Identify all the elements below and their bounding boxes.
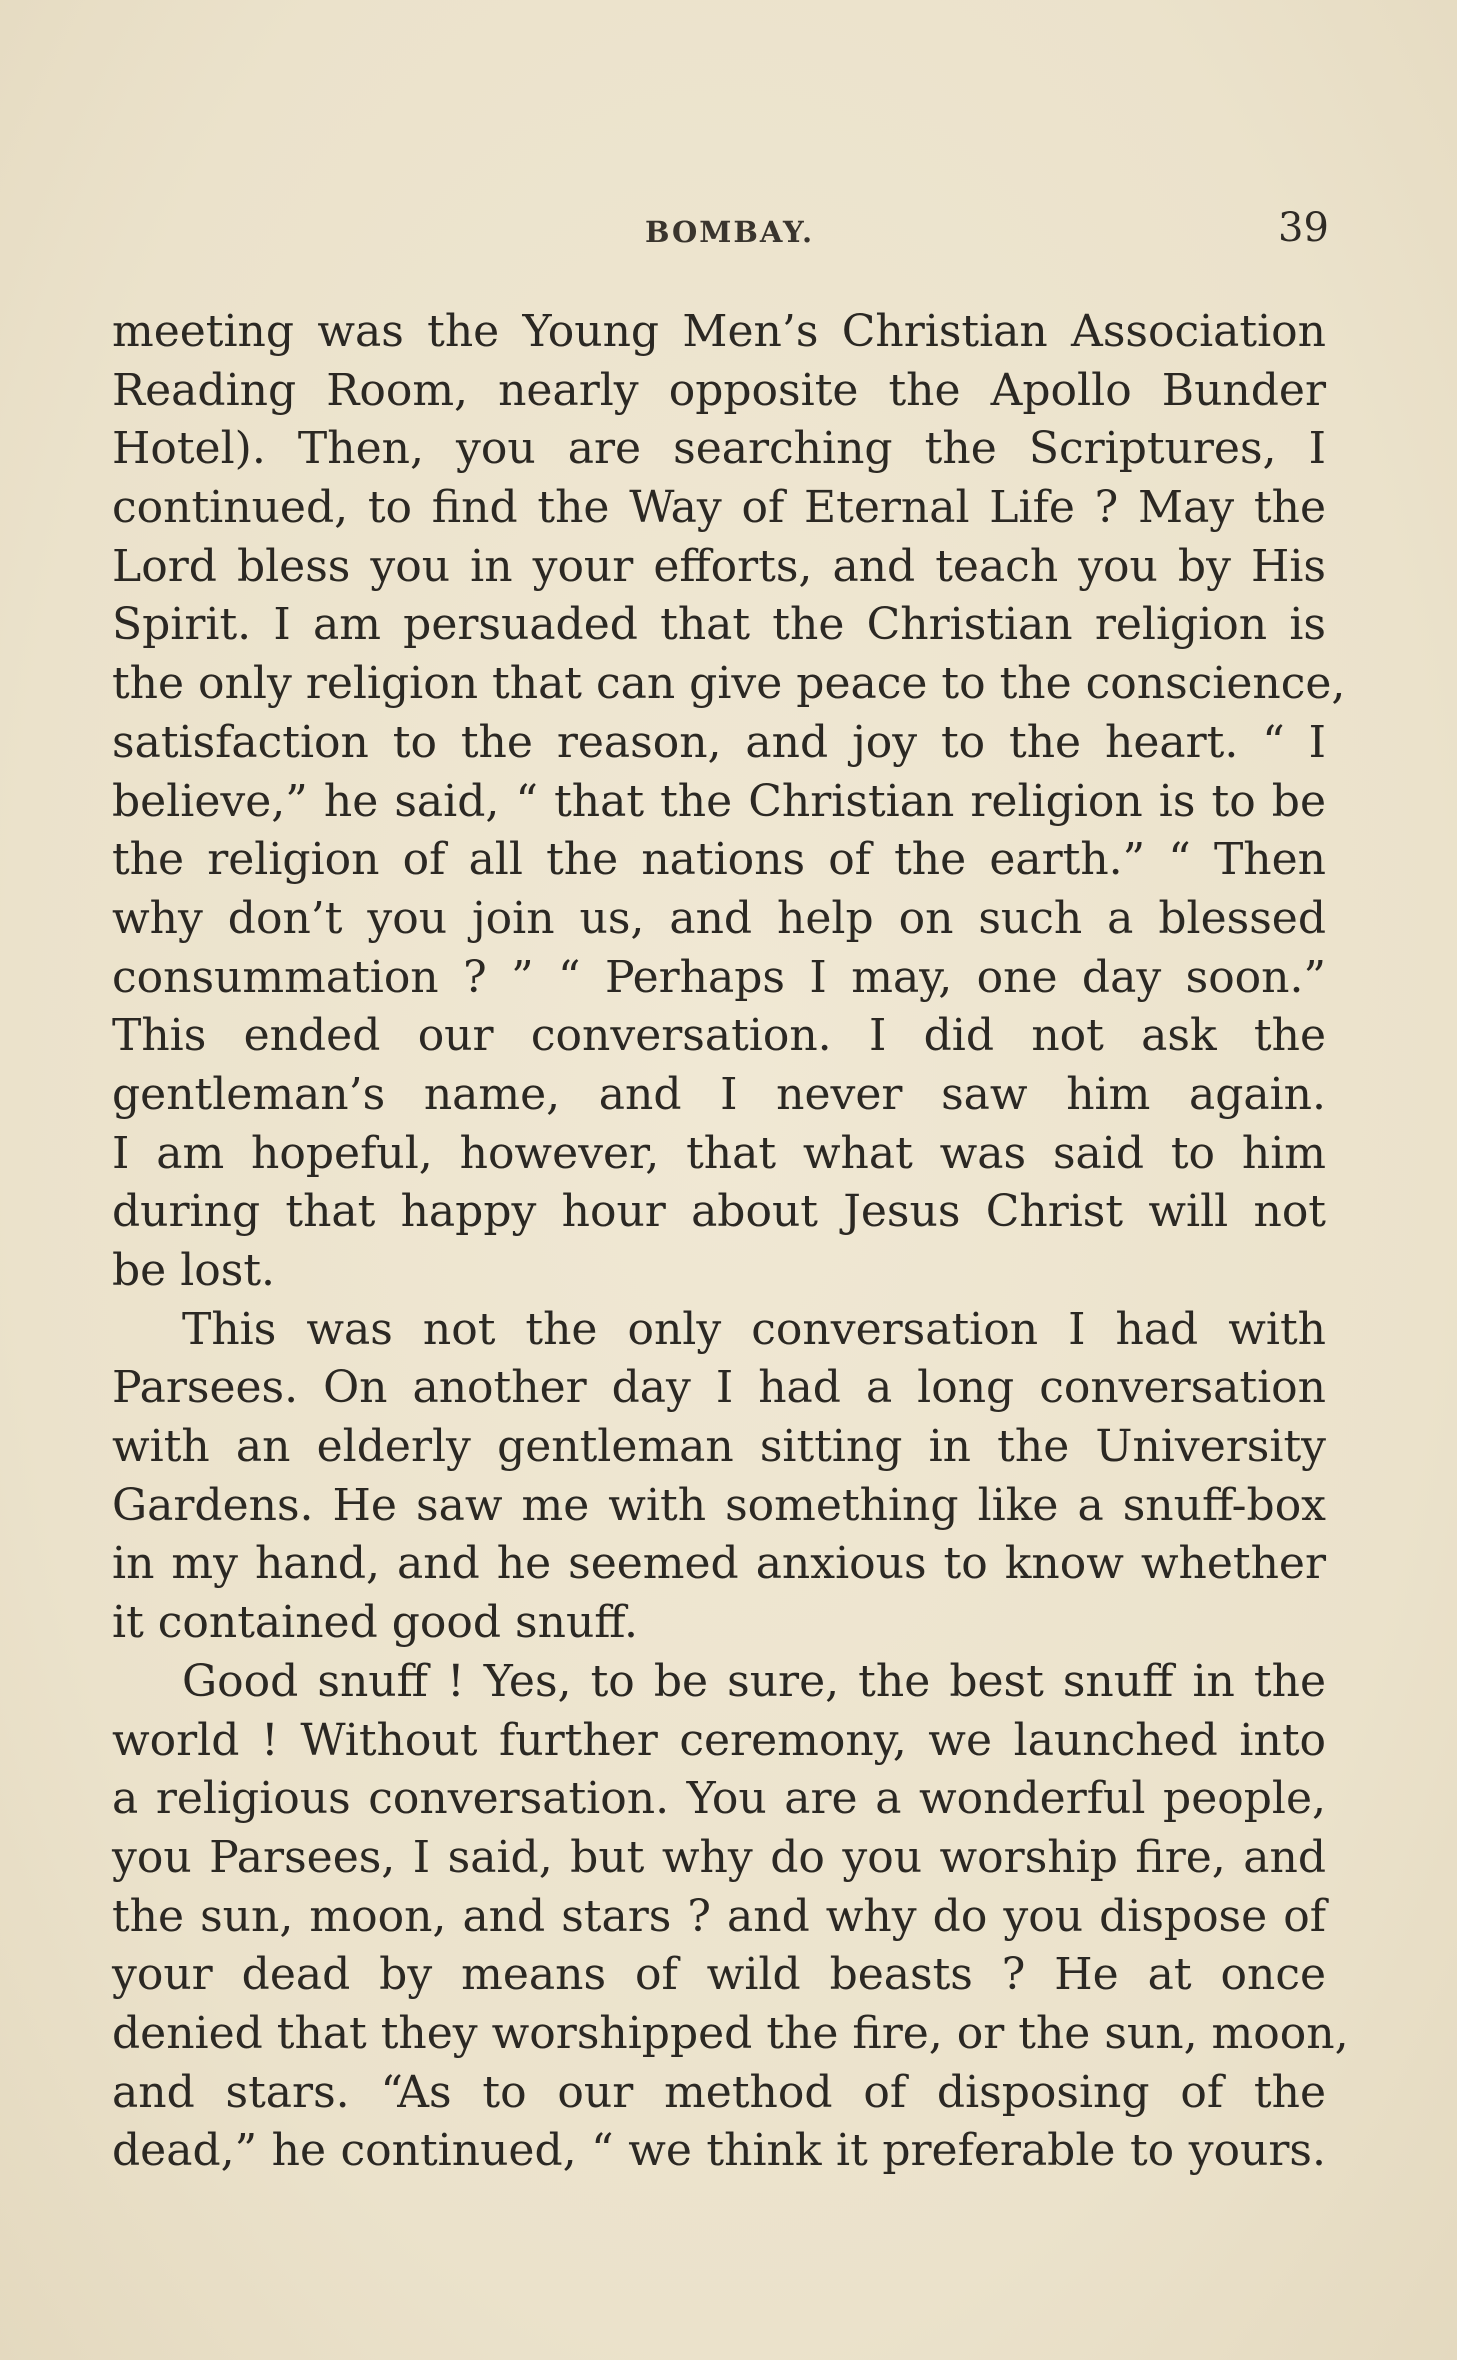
text-line: it contained good snuff. bbox=[112, 1597, 638, 1649]
text-line: I am hopeful, however, that what was said to him bbox=[112, 1127, 1326, 1179]
text-line: believe,” he said, “ that the Christian religion is to be bbox=[112, 775, 1326, 827]
text-line: in my hand, and he seemed anxious to know whether bbox=[112, 1538, 1326, 1590]
text-line: the sun, moon, and stars ? and why do you dispose of bbox=[112, 1890, 1326, 1942]
text-line: the only religion that can give peace to the conscience, bbox=[112, 658, 1346, 710]
text-line: why don’t you join us, and help on such a blessed bbox=[112, 892, 1326, 944]
text-line: This ended our conversation. I did not ask the bbox=[112, 1010, 1326, 1062]
text-line: meeting was the Young Men’s Christian Association bbox=[112, 306, 1326, 357]
text-line: a religious conversation. You are a wonderful people, bbox=[112, 1773, 1326, 1825]
text-line: with an elderly gentleman sitting in the University bbox=[112, 1421, 1326, 1473]
text-line: denied that they worshipped the fire, or the sun, moon, bbox=[112, 2007, 1349, 2059]
text-line: your dead by means of wild beasts ? He at once bbox=[112, 1949, 1326, 2001]
text-line: Parsees. On another day I had a long conversation bbox=[112, 1362, 1326, 1414]
text-line: dead,” he continued, “ we think it preferable to yours. bbox=[112, 2125, 1326, 2177]
text-line: This was not the only conversation I had with bbox=[182, 1303, 1326, 1355]
text-line: be lost. bbox=[112, 1245, 276, 1296]
text-line: world ! Without further ceremony, we launched into bbox=[112, 1714, 1326, 1766]
text-line: consummation ? ” “ Perhaps I may, one day soon.” bbox=[112, 951, 1326, 1003]
text-line: Lord bless you in your efforts, and teach you by His bbox=[112, 540, 1326, 592]
running-head: BOMBAY. bbox=[645, 215, 815, 249]
page-number: 39 bbox=[1278, 205, 1329, 251]
text-line: Hotel). Then, you are searching the Scriptures, I bbox=[112, 423, 1326, 475]
text-line: Gardens. He saw me with something like a snuff-box bbox=[112, 1479, 1326, 1531]
body-text bbox=[112, 303, 1349, 2181]
text-line: satisfaction to the reason, and joy to the heart. “ I bbox=[112, 716, 1326, 768]
text-line: continued, to find the Way of Eternal Life ? May the bbox=[112, 482, 1326, 534]
text-line: during that happy hour about Jesus Christ will not bbox=[112, 1186, 1326, 1238]
text-line: and stars. “As to our method of disposing of the bbox=[112, 2066, 1326, 2118]
text-line: Spirit. I am persuaded that the Christian religion is bbox=[112, 599, 1326, 651]
text-line: gentleman’s name, and I never saw him again. bbox=[112, 1068, 1326, 1120]
text-line: the religion of all the nations of the earth.” “ Then bbox=[112, 834, 1326, 886]
text-line: Good snuff ! Yes, to be sure, the best snuff in the bbox=[182, 1655, 1326, 1707]
text-line: you Parsees, I said, but why do you worship fire, and bbox=[112, 1831, 1326, 1883]
text-line: Reading Room, nearly opposite the Apollo Bunder bbox=[112, 364, 1326, 416]
